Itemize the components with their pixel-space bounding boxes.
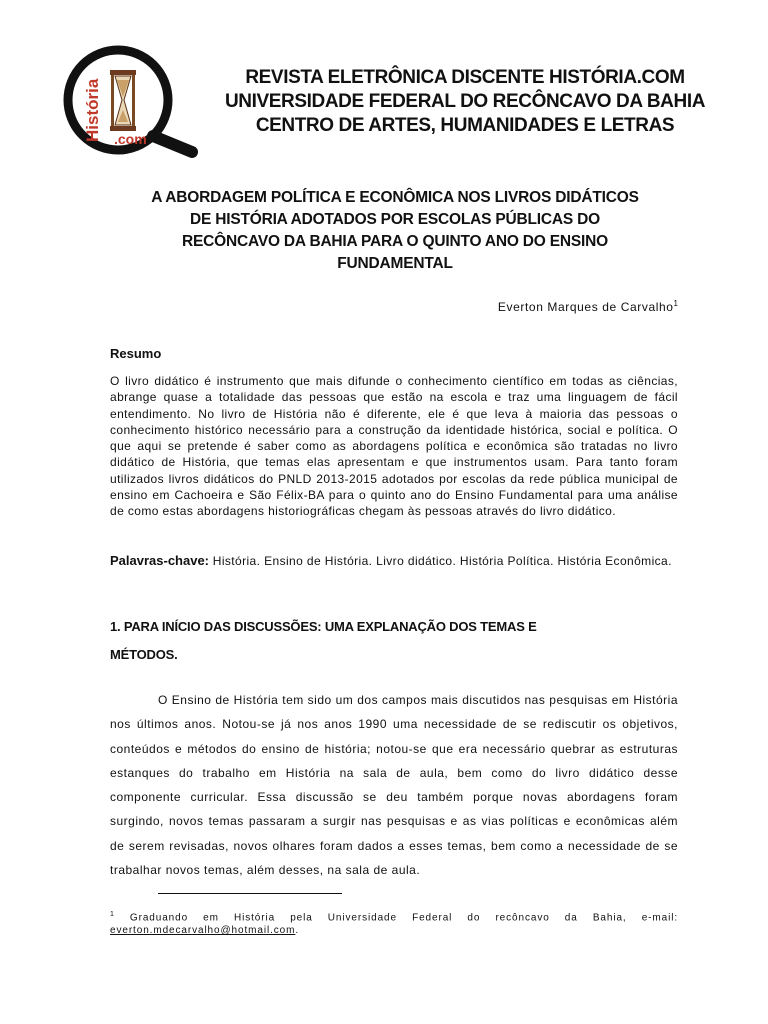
footnote-email-link[interactable]: everton.mdecarvalho@hotmail.com <box>110 925 296 937</box>
keywords-label: Palavras-chave: <box>110 553 210 568</box>
author-footnote-mark[interactable]: 1 <box>673 299 678 308</box>
section-heading <box>110 613 678 669</box>
footnote-divider <box>158 893 342 894</box>
author-line <box>498 299 678 314</box>
logo-text-com: .com <box>114 131 147 147</box>
title-line: DE HISTÓRIA ADOTADOS POR ESCOLAS PÚBLICAS DO <box>189 211 600 228</box>
paper-title <box>100 187 690 275</box>
magnifier-logo-icon <box>60 44 200 160</box>
footnote-mark: 1 <box>110 911 115 918</box>
keywords-text: História. Ensino de História. Livro didático. História Política. História Econômica. <box>212 554 672 568</box>
title-line: A ABORDAGEM POLÍTICA E ECONÔMICA NOS LIVROS DIDÁTICOS <box>151 189 639 206</box>
title-line: FUNDAMENTAL <box>337 255 453 272</box>
journal-name: REVISTA ELETRÔNICA DISCENTE HISTÓRIA.COM <box>245 67 685 88</box>
section-heading-line: 1. PARA INÍCIO DAS DISCUSSÕES: UMA EXPLANAÇÃO DOS TEMAS E <box>110 619 537 634</box>
title-line: RECÔNCAVO DA BAHIA PARA O QUINTO ANO DO ENSINO <box>182 233 608 250</box>
center-name: CENTRO DE ARTES, HUMANIDADES E LETRAS <box>255 115 675 136</box>
journal-header <box>190 66 740 138</box>
footnote <box>110 908 678 937</box>
hourglass-icon <box>110 70 136 131</box>
university-name: UNIVERSIDADE FEDERAL DO RECÔNCAVO DA BAHIA <box>224 91 706 112</box>
footnote-end: . <box>295 925 300 937</box>
logo-text-historia: História <box>83 78 102 142</box>
section-heading-line: MÉTODOS. <box>110 647 178 662</box>
footnote-text: Graduando em História pela Universidade Federal do recôncavo da Bahia, e-mail: <box>129 912 678 924</box>
abstract-heading: Resumo <box>110 346 162 361</box>
body-paragraph: O Ensino de História tem sido um dos campos mais discutidos nas pesquisas em História nos últimos anos. Notou-se já nos anos 1990 uma necessidade de se rediscutir os objetivos, conteúdos e métodos do ensino de história; notou-se que era necessário quebrar as estruturas estanques do trabalho em História na sala de aula, bem como do livro didático desse componente curricular. Essa discussão se deu também porque novas abordagens foram surgindo, novos temas passaram a surgir nas pesquisas e as vias políticas e econômicas além de serem revisadas, novos olhares foram dados a esses temas, bem como a necessidade de se trabalhar novos temas, além desses, na sala de aula. <box>110 693 678 878</box>
abstract-text: O livro didático é instrumento que mais difunde o conhecimento científico em todas as ciências, abrange quase a totalidade das pessoas que estão na escola e traz uma linguagem de fácil entendimento. No livro de História não é diferente, ele é que leva à maioria das pessoas o conhecimento histórico necessário para a construção da identidade histórica, social e política. O que aqui se pretende é saber como as abordagens política e econômica são tratadas no livro didático de História, que temas elas apresentam e que instrumentos usam. Para tanto foram utilizados livros didáticos do PNLD 2013-2015 adotados por escolas da rede pública municipal de ensino em Cachoeira e São Félix-BA para o quinto ano do Ensino Fundamental para uma análise de como estas abordagens historiográficas chegam às pessoas através do livro didático. <box>110 374 678 519</box>
author-name: Everton Marques de Carvalho <box>497 300 674 314</box>
keywords <box>110 552 678 570</box>
